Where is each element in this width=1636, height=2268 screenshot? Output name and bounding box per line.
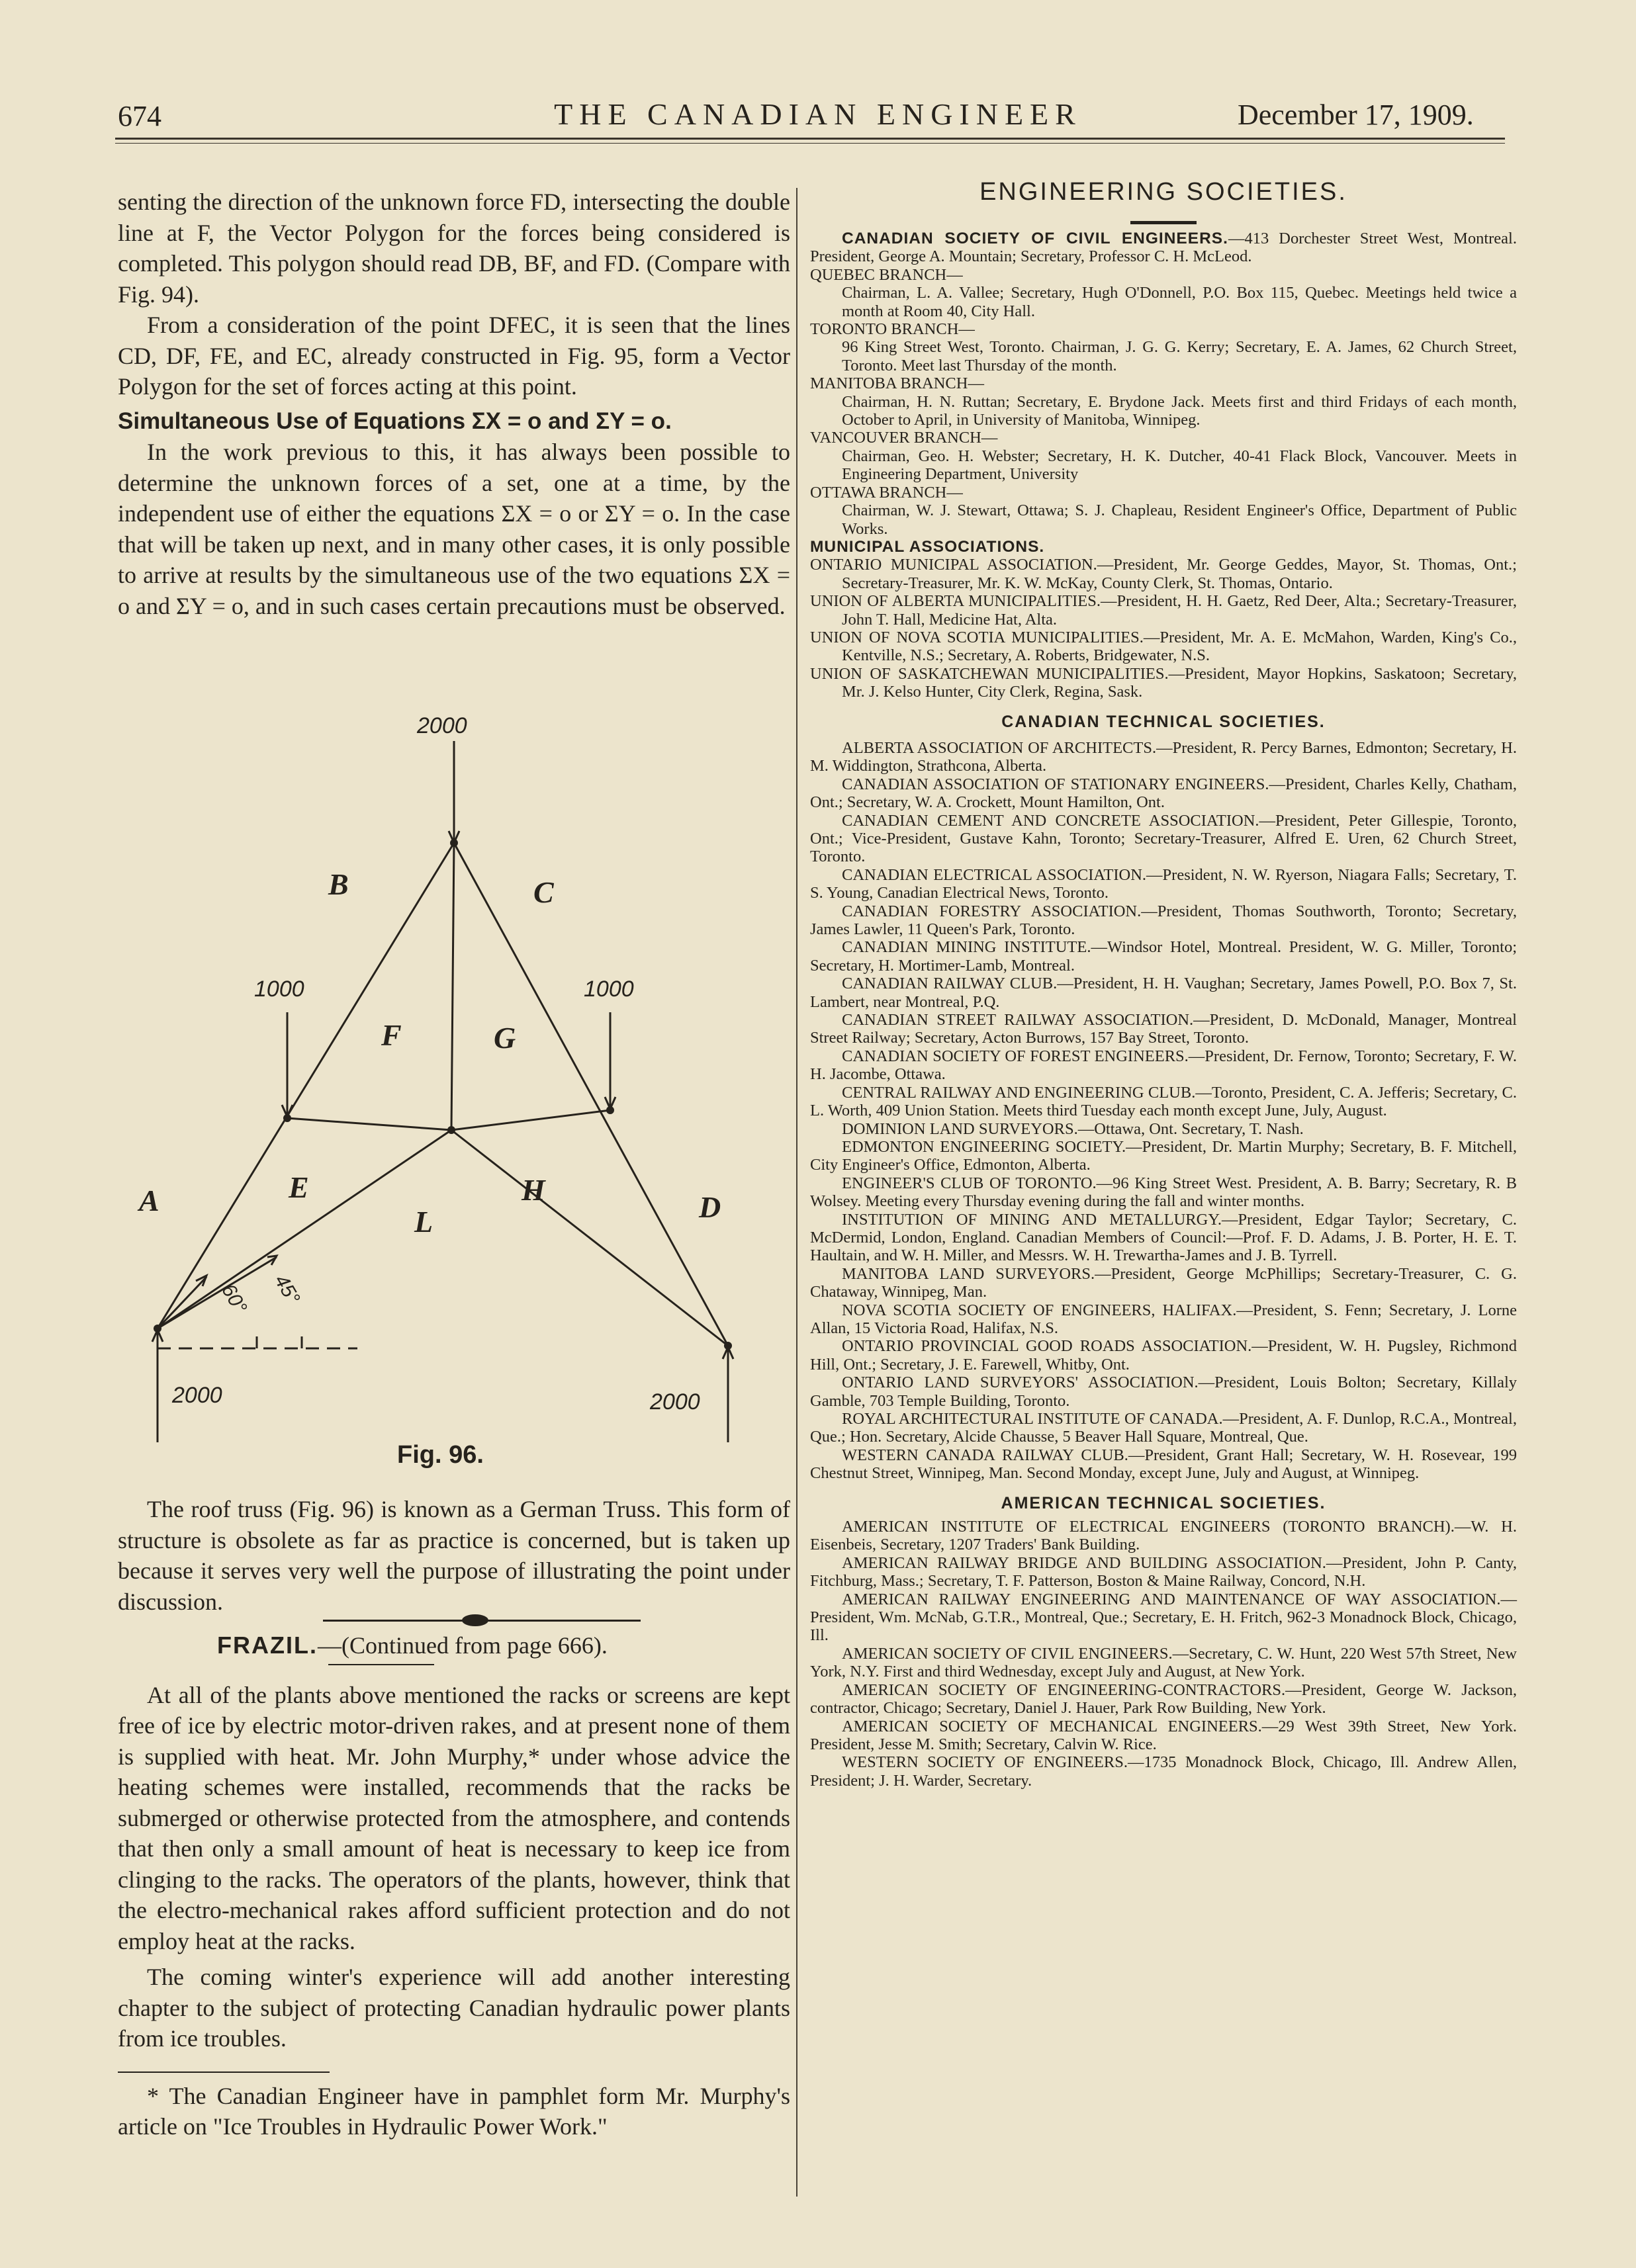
society-entry: CANADIAN STREET RAILWAY ASSOCIATION.—President, D. McDonald, Manager, Montreal Street Railway; Secretary, Acton Burrows, 157 Bay Street, Toronto. <box>810 1011 1517 1047</box>
society-entry: ALBERTA ASSOCIATION OF ARCHITECTS.—President, R. Percy Barnes, Edmonton; Secretary, H. M. Widdington, Strathcona, Alberta. <box>810 738 1517 775</box>
society-entry: CANADIAN CEMENT AND CONCRETE ASSOCIATION.—President, Peter Gillespie, Toronto, Ont.; Vice-President, Gustave Kahn, Toronto; Secretary-Treasurer, Alfred E. Uren, 62 Church Street, Toronto. <box>810 811 1517 866</box>
society-entry: MANITOBA LAND SURVEYORS.—President, George McPhillips; Secretary-Treasurer, C. G. Chataway, Winnipeg, Man. <box>810 1264 1517 1301</box>
society-entry: ENGINEER'S CLUB OF TORONTO.—96 King Street West. President, A. B. Barry; Secretary, R. B Wolsey. Meeting every Thursday evening during the fall and winter months. <box>810 1174 1517 1211</box>
society-entry: NOVA SCOTIA SOCIETY OF ENGINEERS, HALIFAX.—President, S. Fenn; Secretary, J. Lorne Allan, 15 Victoria Road, Halifax, N.S. <box>810 1301 1517 1337</box>
short-rule <box>328 1664 434 1665</box>
region-label-E: E <box>289 1170 309 1204</box>
paragraph: senting the direction of the unknown force FD, intersecting the double line at F, the Vector Polygon for the forces being considered is completed. This polygon should read DB, BF, and FD. (Compare with Fig. 94). <box>118 189 790 308</box>
left-column-bottom <box>118 1494 790 2142</box>
load-left-label: 1000 <box>254 977 304 1002</box>
branch-text: Chairman, L. A. Vallee; Secretary, Hugh O'Donnell, P.O. Box 115, Quebec. Meetings held twice a month at Room 40, City Hall. <box>842 284 1517 320</box>
region-label-B: B <box>328 867 349 901</box>
paragraph: The roof truss (Fig. 96) is known as a German Truss. This form of structure is obsolete as far as practice is concerned, but is taken up because it serves very well the purpose of illustrating the point under discussion. <box>118 1496 790 1615</box>
reaction-left-label: 2000 <box>172 1383 222 1408</box>
american-societies-heading: AMERICAN TECHNICAL SOCIETIES. <box>1001 1493 1326 1512</box>
society-entry: AMERICAN INSTITUTE OF ELECTRICAL ENGINEERS (TORONTO BRANCH).—W. H. Eisenbeis, Secretary, 1207 Traders' Bank Building. <box>810 1518 1517 1554</box>
society-entry: AMERICAN RAILWAY BRIDGE AND BUILDING ASSOCIATION.—President, John P. Canty, Fitchburg, Mass.; Secretary, T. F. Patterson, Boston & Maine Railway, Concord, N.H. <box>810 1553 1517 1591</box>
column-divider <box>796 188 797 2197</box>
society-entry: CANADIAN SOCIETY OF FOREST ENGINEERS.—President, Dr. Fernow, Toronto; Secretary, F. W. H. Jacombe, Ottawa. <box>810 1047 1517 1084</box>
load-top-label: 2000 <box>417 713 467 738</box>
society-entry: CANADIAN FORESTRY ASSOCIATION.—President, Thomas Southworth, Toronto; Secretary, James Lawler, 11 Queen's Park, Toronto. <box>810 902 1517 939</box>
branch-name: MANITOBA BRANCH— <box>810 374 984 393</box>
load-right-label: 1000 <box>584 977 634 1002</box>
branch-text: Chairman, W. J. Stewart, Ottawa; S. J. Chapleau, Resident Engineer's Office, Department of Public Works. <box>842 502 1517 538</box>
title-rule <box>1130 221 1197 224</box>
region-label-G: G <box>494 1021 516 1055</box>
region-label-A: A <box>139 1184 159 1217</box>
subheading: Simultaneous Use of Equations ΣX = o and ΣY = o. <box>118 408 672 434</box>
angle-45-label: 45° <box>270 1271 304 1308</box>
municipal-heading: MUNICIPAL ASSOCIATIONS. <box>810 537 1045 556</box>
left-column-top <box>118 187 790 621</box>
branch-text: 96 King Street West, Toronto. Chairman, J. G. G. Kerry; Secretary, E. A. James, 62 Church Street, Toronto. Meet last Thursday of the month. <box>842 338 1517 374</box>
frazil-title: FRAZIL. <box>217 1632 318 1659</box>
canadian-societies-heading: CANADIAN TECHNICAL SOCIETIES. <box>1001 712 1326 731</box>
branch-name: QUEBEC BRANCH— <box>810 265 963 284</box>
society-entry: CANADIAN ELECTRICAL ASSOCIATION.—President, N. W. Ryerson, Niagara Falls; Secretary, T. S. Young, Canadian Electrical News, Toronto. <box>810 865 1517 902</box>
society-entry: UNION OF SASKATCHEWAN MUNICIPALITIES.—President, Mayor Hopkins, Saskatoon; Secretary, Mr. J. Kelso Hunter, City Clerk, Regina, Sask. <box>810 664 1517 701</box>
region-label-F: F <box>381 1018 402 1052</box>
society-entry: AMERICAN SOCIETY OF CIVIL ENGINEERS.—Secretary, C. W. Hunt, 220 West 57th Street, New York, N.Y. First and third Wednesday, except July and August, at New York. <box>810 1644 1517 1681</box>
section-heading <box>118 1630 790 1661</box>
society-entry: CANADIAN MINING INSTITUTE.—Windsor Hotel, Montreal. President, W. G. Miller, Toronto; Secretary, H. Mortimer-Lamb, Montreal. <box>810 938 1517 975</box>
society-entry: EDMONTON ENGINEERING SOCIETY.—President, Dr. Martin Murphy; Secretary, B. F. Mitchell, City Engineer's Office, Edmonton, Alberta. <box>810 1137 1517 1174</box>
header-rule-thick <box>115 138 1505 140</box>
footnote-rule <box>118 2072 330 2073</box>
society-entry: CENTRAL RAILWAY AND ENGINEERING CLUB.—Toronto, President, C. A. Jefferis; Secretary, C. L. Worth, 409 Union Station. Meets third Tuesday each month except June, July, August. <box>810 1083 1517 1120</box>
branch-text: Chairman, H. N. Ruttan; Secretary, E. Brydone Jack. Meets first and third Fridays of each month, October to April, in University of Manitoba, Winnipeg. <box>842 392 1517 429</box>
society-text: —413 Dorchester Street West, Montreal. President, George A. Mountain; Secretary, Professor C. H. McLeod. <box>810 230 1517 266</box>
society-entry: UNION OF ALBERTA MUNICIPALITIES.—President, H. H. Gaetz, Red Deer, Alta.; Secretary-Treasurer, John T. Hall, Medicine Hat, Alta. <box>810 592 1517 629</box>
region-label-C: C <box>533 875 554 909</box>
society-entry: AMERICAN SOCIETY OF MECHANICAL ENGINEERS.—29 West 39th Street, New York. President, Jesse M. Smith; Secretary, Calvin W. Rice. <box>810 1717 1517 1753</box>
society-entry: CANADIAN RAILWAY CLUB.—President, H. H. Vaughan; Secretary, James Powell, P.O. Box 7, St. Lambert, near Montreal, P.Q. <box>810 975 1517 1011</box>
society-entry: ONTARIO MUNICIPAL ASSOCIATION.—President, Mr. George Geddes, Mayor, St. Thomas, Ont.; Secretary-Treasurer, Mr. K. W. McKay, County Clerk, St. Thomas, Ontario. <box>810 556 1517 592</box>
society-entry: ROYAL ARCHITECTURAL INSTITUTE OF CANADA.—President, A. F. Dunlop, R.C.A., Montreal, Que.; Hon. Secretary, Alcide Chausse, 5 Beaver Hall Square, Montreal, Que. <box>810 1410 1517 1446</box>
paragraph: From a consideration of the point DFEC, it is seen that the lines CD, DF, FE, and EC, already constructed in Fig. 95, form a Vector Polygon for the set of forces acting at this point. <box>118 312 790 400</box>
header-rule-thin <box>115 143 1505 144</box>
society-entry: UNION OF NOVA SCOTIA MUNICIPALITIES.—President, Mr. A. E. McMahon, Warden, King's Co., Kentville, N.S.; Secretary, A. Roberts, Bridgewater, N.S. <box>810 628 1517 665</box>
paragraph: At all of the plants above mentioned the racks or screens are kept free of ice by electric motor-driven rakes, and at present none of them is supplied with heat. Mr. John Murphy,* under whose advice the heating schemes were installed, recommends that the racks be submerged or otherwise protected from the atmosphere, and contends that then only a small amount of heat is necessary to keep ice from clinging to the racks. The operators of the plants, however, think that the electro-mechanical rakes afford sufficient protection and do not employ heat at the racks. <box>118 1681 790 1954</box>
society-entry: DOMINION LAND SURVEYORS.—Ottawa, Ont. Secretary, T. Nash. <box>842 1119 1304 1138</box>
society-entry <box>810 230 1517 266</box>
society-name: CANADIAN SOCIETY OF CIVIL ENGINEERS. <box>842 230 1228 247</box>
branch-text: Chairman, Geo. H. Webster; Secretary, H. K. Dutcher, 40-41 Flack Block, Vancouver. Meets in Engineering Department, University <box>842 447 1517 484</box>
figure-caption: Fig. 96. <box>397 1441 484 1469</box>
society-entry: WESTERN SOCIETY OF ENGINEERS.—1735 Monadnock Block, Chicago, Ill. Andrew Allen, President; J. H. Warder, Secretary. <box>810 1753 1517 1790</box>
page-number: 674 <box>118 100 161 132</box>
region-label-H: H <box>522 1173 545 1207</box>
society-entry: INSTITUTION OF MINING AND METALLURGY.—President, Edgar Taylor; Secretary, C. McDermid, London, England. Canadian Members of Council:—Prof. F. D. Adams, J. B. Porter, H. E. T. Haultain, and W. H. Miller, and Messrs. W. H. Trewartha-James and J. B. Tyrrell. <box>810 1210 1517 1265</box>
angle-60-label: 60° <box>217 1280 251 1317</box>
society-entry: AMERICAN SOCIETY OF ENGINEERING-CONTRACTORS.—President, George W. Jackson, contractor, Chicago; Secretary, Daniel J. Hauer, Park Row Building, New York. <box>810 1680 1517 1718</box>
paragraph: In the work previous to this, it has always been possible to determine the unknown forces of a set, one at a time, by the independent use of either the equations ΣX = o or ΣY = o. In the case that will be taken up next, and in many other cases, it is only possible to arrive at results by the simultaneous use of the two equations ΣX = o and ΣY = o, and in such cases certain precautions must be observed. <box>118 439 790 619</box>
branch-name: TORONTO BRANCH— <box>810 320 975 339</box>
branch-name: OTTAWA BRANCH— <box>810 483 963 502</box>
society-entry: CANADIAN ASSOCIATION OF STATIONARY ENGINEERS.—President, Charles Kelly, Chatham, Ont.; Secretary, W. A. Crockett, Mount Hamilton, Ont. <box>810 775 1517 812</box>
roof-truss-figure <box>132 708 768 1456</box>
paragraph: The coming winter's experience will add another interesting chapter to the subject of protecting Canadian hydraulic power plants from ice troubles. <box>118 1964 790 2052</box>
region-label-L: L <box>414 1205 433 1239</box>
footnote: * The Canadian Engineer have in pamphlet form Mr. Murphy's article on "Ice Troubles in Hydraulic Power Work." <box>118 2082 790 2140</box>
section-title: ENGINEERING SOCIETIES. <box>979 178 1347 206</box>
society-entry: WESTERN CANADA RAILWAY CLUB.—President, Grant Hall; Secretary, W. H. Rosevear, 199 Chestnut Street, Winnipeg, Man. Second Monday, except June, July and August, at Winnipeg. <box>810 1446 1517 1483</box>
journal-title: THE CANADIAN ENGINEER <box>554 97 1082 131</box>
branch-name: VANCOUVER BRANCH— <box>810 429 998 447</box>
frazil-continued: —(Continued from page 666). <box>317 1632 608 1659</box>
society-entry: ONTARIO PROVINCIAL GOOD ROADS ASSOCIATION.—President, W. H. Pugsley, Richmond Hill, Ont.; Secretary, J. E. Farewell, Whitby, Ont. <box>810 1337 1517 1374</box>
ornament-divider <box>118 1617 790 1630</box>
society-entry: AMERICAN RAILWAY ENGINEERING AND MAINTENANCE OF WAY ASSOCIATION.—President, Wm. McNab, G.T.R., Montreal, Que.; Secretary, E. H. Fritch, 962-3 Monadnock Block, Chicago, Ill. <box>810 1590 1517 1645</box>
issue-date: December 17, 1909. <box>1238 99 1474 131</box>
society-entry: ONTARIO LAND SURVEYORS' ASSOCIATION.—President, Louis Bolton; Secretary, Killaly Gamble, 703 Temple Building, Toronto. <box>810 1374 1517 1410</box>
right-column <box>810 177 1517 1790</box>
reaction-right-label: 2000 <box>650 1389 700 1415</box>
region-label-D: D <box>699 1190 721 1224</box>
